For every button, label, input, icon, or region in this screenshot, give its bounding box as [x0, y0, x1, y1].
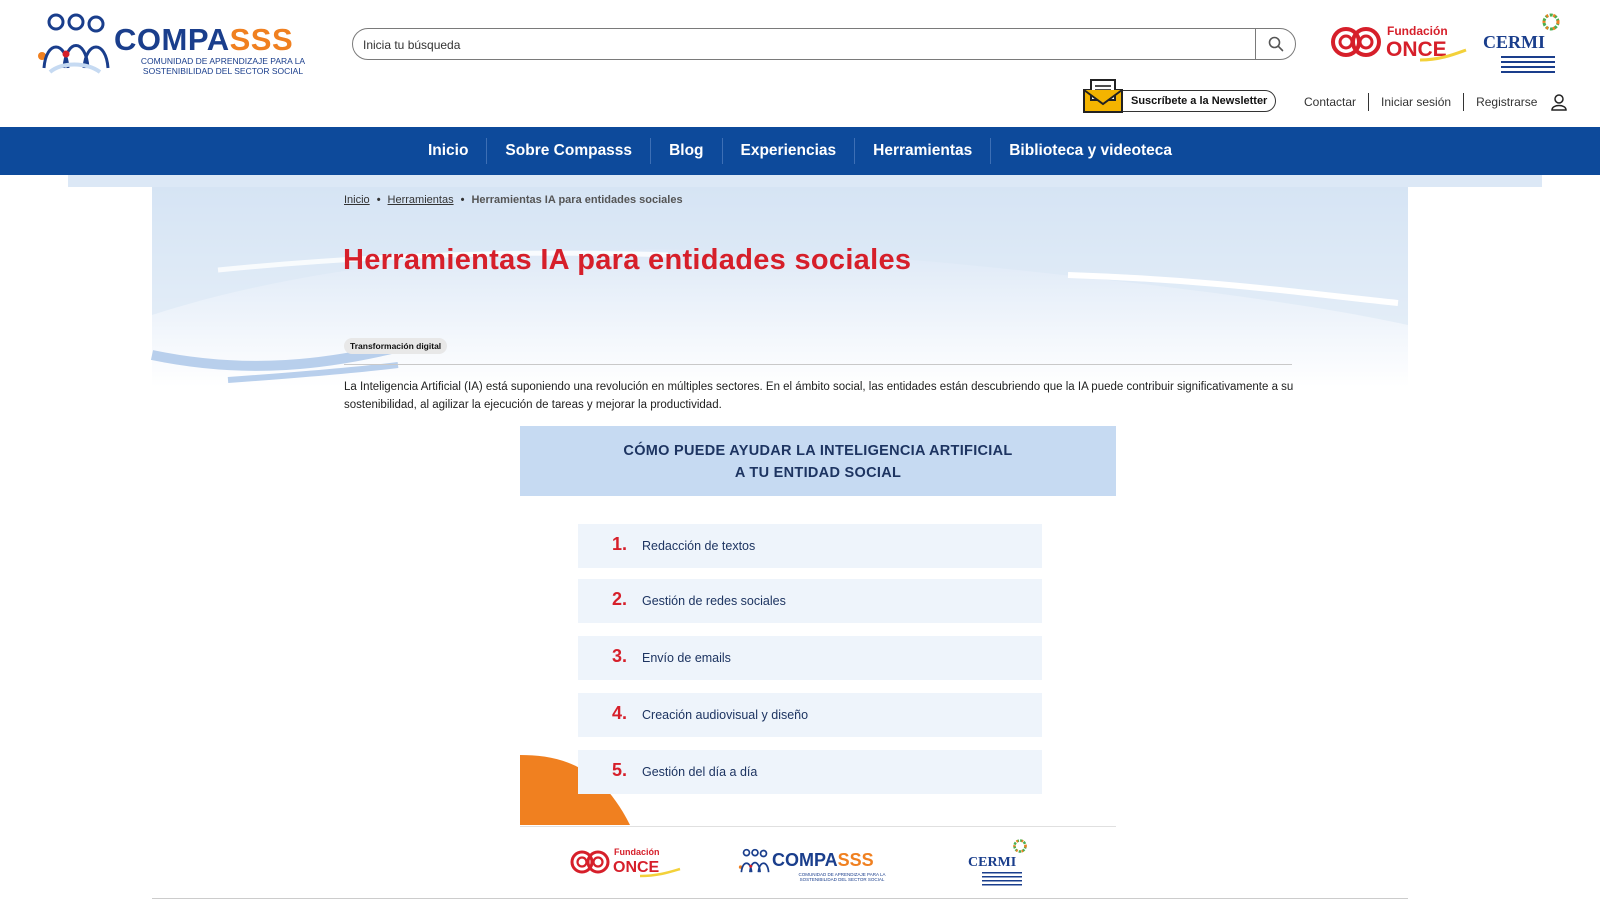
- svg-text:ONCE: ONCE: [613, 859, 660, 876]
- infographic-header-line: CÓMO PUEDE AYUDAR LA INTELIGENCIA ARTIFICIAL: [623, 443, 1013, 459]
- link-separator: [1463, 93, 1464, 111]
- intro-paragraph: La Inteligencia Artificial (IA) está suponiendo una revolución en múltiples sectores. En el ámbito social, las entidades están descubriendo que la IA puede contribuir significativamente a su sostenibilidad, al agilizar la ejecución de tareas y mejorar la productividad.: [344, 381, 1294, 411]
- breadcrumb-home[interactable]: Inicio: [344, 194, 370, 206]
- fundacion-once-logo[interactable]: [1330, 20, 1470, 66]
- search-input[interactable]: [363, 35, 1243, 55]
- list-item: [578, 579, 1042, 623]
- content-bottom-rule: [152, 898, 1408, 899]
- login-link[interactable]: Iniciar sesión: [1381, 95, 1452, 109]
- logo-wordmark: COMPASSS: [114, 22, 294, 57]
- nav-item-blog[interactable]: Blog: [669, 142, 704, 159]
- list-item-label: Creación audiovisual y diseño: [642, 708, 809, 722]
- infographic-header-line: A TU ENTIDAD SOCIAL: [734, 465, 902, 481]
- link-separator: [1368, 93, 1369, 111]
- svg-text:Fundación: Fundación: [1387, 24, 1448, 38]
- site-header: [0, 0, 1600, 127]
- list-item-number: 4.: [612, 703, 628, 723]
- content-divider: [344, 364, 1292, 365]
- list-item-label: Envío de emails: [642, 651, 731, 665]
- search-icon: [1268, 36, 1284, 52]
- list-item-number: 2.: [612, 589, 628, 609]
- category-tag[interactable]: Transformación digital: [344, 338, 447, 354]
- ai-infographic: [520, 426, 1116, 900]
- account-links: [1304, 92, 1567, 112]
- envelope-icon: [1082, 78, 1124, 114]
- nav-item-experiencias[interactable]: Experiencias: [740, 142, 837, 159]
- user-icon[interactable]: [1551, 94, 1567, 111]
- list-item: [578, 524, 1042, 568]
- cermi-logo-small: [966, 838, 1036, 892]
- svg-text:CERMI: CERMI: [1483, 32, 1545, 52]
- list-item-number: 1.: [612, 534, 628, 554]
- once-rings-icon: [570, 842, 690, 882]
- main-nav: [0, 127, 1600, 175]
- logo-wordmark: COMPASSS: [772, 850, 874, 870]
- svg-text:Fundación: Fundación: [614, 847, 660, 857]
- nav-item-herramientas[interactable]: Herramientas: [873, 142, 973, 159]
- compasss-people-icon: [738, 844, 772, 880]
- logo-tagline: COMUNIDAD DE APRENDIZAJE PARA LA SOSTENIBILIDAD DEL SECTOR SOCIAL: [798, 872, 886, 882]
- list-item-label: Gestión de redes sociales: [642, 594, 786, 608]
- nav-item-sobre-compasss[interactable]: Sobre Compasss: [505, 142, 633, 159]
- search-button[interactable]: [1255, 29, 1295, 59]
- contact-link[interactable]: Contactar: [1304, 95, 1357, 109]
- list-item-label: Redacción de textos: [642, 539, 756, 553]
- list-item: [578, 750, 1042, 794]
- breadcrumb-current: Herramientas IA para entidades sociales: [471, 194, 683, 206]
- breadcrumb-separator: •: [460, 194, 465, 206]
- register-link[interactable]: Registrarse: [1476, 95, 1538, 109]
- once-rings-icon: [1330, 20, 1470, 66]
- breadcrumb-separator: •: [376, 194, 381, 206]
- compasss-people-icon: [36, 12, 116, 76]
- svg-text:CERMI: CERMI: [968, 855, 1017, 870]
- breadcrumb-herramientas[interactable]: Herramientas: [387, 194, 454, 206]
- fundacion-once-logo-small: [570, 842, 690, 882]
- list-item: [578, 693, 1042, 737]
- compasss-logo[interactable]: [36, 12, 316, 76]
- compasss-logo-small: [738, 844, 908, 884]
- svg-text:ONCE: ONCE: [1386, 38, 1447, 61]
- breadcrumb: [344, 194, 683, 206]
- list-item: [578, 636, 1042, 680]
- list-item-number: 5.: [612, 760, 628, 780]
- infographic-divider: [520, 826, 1116, 827]
- list-item-label: Gestión del día a día: [642, 765, 758, 779]
- cermi-sdg-wheel-icon: [1483, 12, 1563, 78]
- newsletter-subscribe[interactable]: [1082, 78, 1288, 114]
- search-bar: [352, 28, 1296, 60]
- cermi-sdg-wheel-icon: [966, 838, 1036, 892]
- nav-item-inicio[interactable]: Inicio: [427, 142, 469, 159]
- infographic-header: [520, 426, 1116, 496]
- list-item-number: 3.: [612, 646, 628, 666]
- nav-item-biblioteca[interactable]: Biblioteca y videoteca: [1009, 142, 1173, 159]
- hero-wave-background: [68, 175, 1542, 405]
- newsletter-label[interactable]: Suscríbete a la Newsletter: [1110, 90, 1276, 112]
- page-title: Herramientas IA para entidades sociales: [343, 244, 912, 276]
- logo-tagline: COMUNIDAD DE APRENDIZAJE PARA LA SOSTENIBILIDAD DEL SECTOR SOCIAL: [140, 56, 306, 76]
- cermi-logo[interactable]: [1483, 12, 1563, 78]
